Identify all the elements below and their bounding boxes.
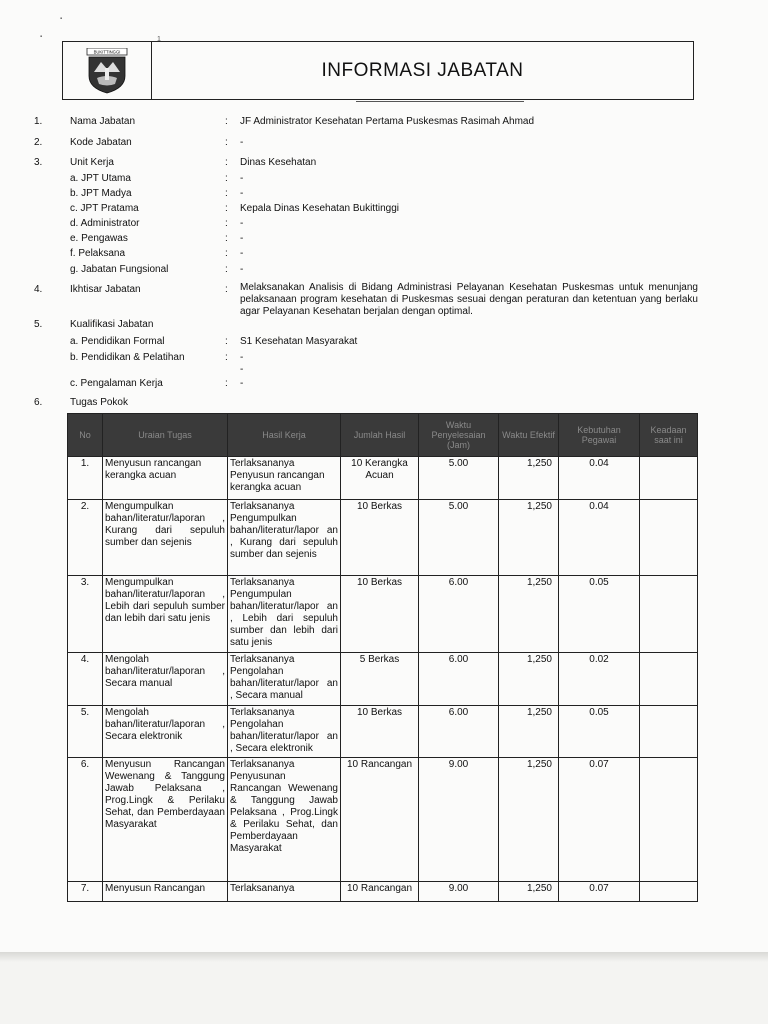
table-row: 2. Mengumpulkan bahan/literatur/laporan , Kurang dari sepuluh sumber dan sejenis Terlaksananya Pengumpulkan bahan/literatur/lapor an , Kurang dari sepuluh sumber dan sejenis 10 Berkas 5.00 1,250 0.04 [68,500,698,576]
header-cell: Waktu Penyelesaian (Jam) [419,414,499,457]
scan-speck: ▪ [60,16,63,22]
header-cell: Kebutuhan Pegawai [559,414,640,457]
table-row: 1. Menyusun rancangan kerangka acuan Terlaksananya Penyusun rancangan kerangka acuan 10 Kerangka Acuan 5.00 1,250 0.04 [68,457,698,500]
field-value: - [240,137,244,148]
field-value: Dinas Kesehatan [240,157,317,168]
header-cell: Uraian Tugas [103,414,228,457]
header-underline [356,101,524,102]
table-row: 7. Menyusun Rancangan Terlaksananya 10 Rancangan 9.00 1,250 0.07 [68,882,698,902]
header-cell: Waktu Efektif [499,414,559,457]
table-header-row [68,414,698,457]
scan-speck: ▪ [40,34,43,40]
field-value: - [240,248,244,259]
header-cell: Hasil Kerja [228,414,341,457]
table-row: 3. Mengumpulkan bahan/literatur/laporan , Lebih dari sepuluh sumber dan lebih dari satu jenis Terlaksananya Pengumpulan bahan/literatur/lapor an , Lebih dari sepuluh sumber dan lebih dari satu jenis 10 Berkas 6.00 1,250 0.05 [68,576,698,653]
page-title: INFORMASI JABATAN [321,59,524,81]
logo-text: BUKITTINGGI [93,48,121,54]
field-value: JF Administrator Kesehatan Pertama Puskesmas Rasimah Ahmad [240,116,535,127]
field-value: Kepala Dinas Kesehatan Bukittinggi [240,203,399,214]
field-value: - [240,233,244,244]
bukittinggi-logo-icon [85,48,129,94]
field-value: - [240,218,244,229]
table-row: 4. Mengolah bahan/literatur/laporan , Secara manual Terlaksananya Pengolahan bahan/literatur/lapor an , Secara manual 5 Berkas 6.00 1,250 0.02 [68,653,698,706]
field-value: - [240,173,244,184]
page-edge-shadow [0,952,768,962]
field-value: - [240,264,244,275]
header-box [62,41,694,100]
table-row: 6. Menyusun Rancangan Wewenang & Tanggung Jawab Pelaksana , Prog.Lingk & Perilaku Sehat, dan Pemberdayaan Masyarakat Terlaksananya Penyusunan Rancangan Wewenang & Tanggung Jawab Pelaksana , Prog.Lingk & Perilaku Sehat, dan Pemberdayaan Masyarakat 10 Rancangan 9.00 1,250 0.07 [68,758,698,882]
ikhtisar-text: Melaksanakan Analisis di Bidang Administrasi Pelayanan Kesehatan Puskesmas untuk menunjang pelaksanaan program kesehatan di Puskesmas sesuai dengan peraturan dan ketentuan yang berlaku agar Pelayanan Kesehatan berjalan dengan optimal. [240,282,698,317]
table-row: 5. Mengolah bahan/literatur/laporan , Secara elektronik Terlaksananya Pengolahan bahan/literatur/lapor an , Secara elektronik 10 Berkas 6.00 1,250 0.05 [68,706,698,758]
document-page: ▪ ▪ 1 BUKITTINGGI INFORMASI JABATAN 1. Nama Jabatan : JF Administrator Kesehatan Pertama Puskesmas Rasimah Ahmad 2. Kode Jabatan : - 3. Unit Kerja : Dinas Kesehatan a. JPT Utama : - b. JPT Madya : - c. JPT Pratama : Kepala Dinas Kesehatan Bukittinggi d. Administrator : - e. Pengawas : - f. Pelaksana : - g. Jabatan Fungsional : - 4. Ikhtisar Jabatan : Melaksanakan Analisis di Bidang Administrasi Pelayanan Kesehatan Puskesmas untuk menunjang pelaksanaan program kesehatan di Puskesmas sesuai dengan peraturan dan ketentuan yang berlaku agar Pelayanan Kesehatan berjalan dengan optimal. 5. Kualifikasi Jabatan a. Pendidikan Formal : S1 Kesehatan Masyarakat b. Pendidikan & Pelatihan : - - c. Pengalaman Kerja : - 6. Tugas Pokok No Uraian Tugas Hasil Kerja Jumlah Hasil Waktu Penyelesaian (Jam) Waktu Efektif Kebutuhan Pegawai Keadaan saat ini 1. Menyusun rancangan kerangka acuan Terlaksananya Penyusun rancangan kerangka acuan 10 Kerangka Acuan 5.00 1,250 0.04 2. Mengumpulkan bahan/literatur/laporan , Kurang dari sepuluh sumber dan sejenis Terlaksananya Pengumpulkan bahan/literatur/lapor an , Kurang dari sepuluh sumber dan sejenis 10 Berkas 5.00 1,250 0.04 3. Mengumpulkan bahan/literatur/laporan , Lebih dari sepuluh sumber dan lebih dari satu jenis Terlaksananya Pengumpulan bahan/literatur/lapor an , Lebih dari sepuluh sumber dan lebih dari satu jenis 10 Berkas 6.00 1,250 0.05 4. Mengolah bahan/literatur/laporan , Secara manual Terlaksananya Pengolahan bahan/literatur/lapor an , Secara manual 5 Berkas 6.00 1,250 0.02 5. Mengolah bahan/literatur/laporan , Secara elektronik Terlaksananya Pengolahan bahan/literatur/lapor an , Secara elektronik 10 Berkas 6.00 1,250 0.05 6. Menyusun Rancangan Wewenang & Tanggung Jawab Pelaksana , Prog.Lingk & Perilaku Sehat, dan Pemberdayaan Masyarakat Terlaksananya Penyusunan Rancangan Wewenang & Tanggung Jawab Pelaksana , Prog.Lingk & Perilaku Sehat, dan Pemberdayaan Masyarakat 10 Rancangan 9.00 1,250 0.07 7. Menyusun Rancangan Terlaksananya 10 Rancangan 9.00 1,250 0.07 [0,0,768,958]
header-cell: No [68,414,103,457]
page-mark: 1 [157,36,161,43]
tugas-table [67,413,698,902]
header-cell: Jumlah Hasil [341,414,419,457]
header-cell: Keadaan saat ini [640,414,698,457]
field-value: - [240,188,244,199]
logo-cell [63,42,152,99]
